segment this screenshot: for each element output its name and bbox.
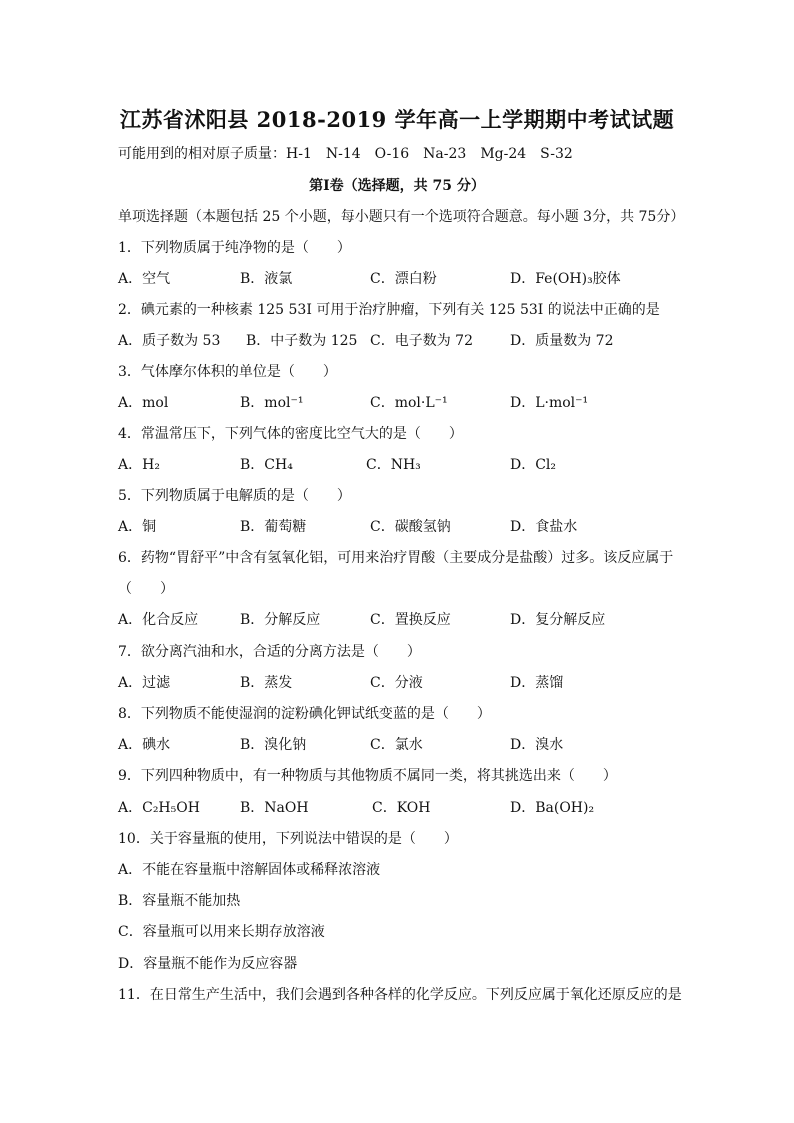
option-c: C．置换反应 (370, 612, 451, 628)
option-b: B．蒸发 (240, 675, 293, 691)
option-c: C．分液 (370, 675, 423, 691)
question-4-options (118, 455, 698, 475)
question-7-options (118, 673, 698, 693)
option-a: A．质子数为 53 (118, 333, 221, 349)
question-6-options (118, 610, 698, 630)
option-d: D．溴水 (510, 737, 564, 753)
exam-title: 江苏省沭阳县 2018-2019 学年高一上学期期中考试试题 (119, 107, 675, 132)
question-2-stem: 2．碘元素的一种核素 125 53I 可用于治疗肿瘤，下列有关 125 53I 的说法中正确的是 (118, 302, 660, 318)
question-9-options (118, 798, 698, 818)
atomic-masses-line: 可能用到的相对原子质量：H-1 N-14 O-16 Na-23 Mg-24 S-32 (118, 146, 573, 162)
option-b: B．容量瓶不能加热 (118, 893, 241, 909)
question-8-options (118, 735, 698, 755)
option-b: B．NaOH (240, 800, 309, 816)
option-b: B．中子数为 125 (246, 333, 358, 349)
option-d: D．质量数为 72 (510, 333, 614, 349)
question-6-stem: 6．药物“胃舒平”中含有氢氧化铝，可用来治疗胃酸（主要成分是盐酸）过多。该反应属于 (118, 550, 674, 566)
option-c: C．mol·L⁻¹ (370, 395, 448, 411)
option-c: C．NH₃ (366, 457, 421, 473)
question-1-stem: 1．下列物质属于纯净物的是（ ） (118, 240, 351, 256)
question-8-stem: 8．下列物质不能使湿润的淀粉碘化钾试纸变蓝的是（ ） (118, 706, 491, 722)
option-d: D．Cl₂ (510, 457, 557, 473)
option-c: C．碳酸氢钠 (370, 519, 451, 535)
option-d: D．食盐水 (510, 519, 578, 535)
option-b: B．液氯 (240, 271, 293, 287)
option-d: D．蒸馏 (510, 675, 564, 691)
question-3-stem: 3．气体摩尔体积的单位是（ ） (118, 364, 337, 380)
option-d: D．容量瓶不能作为反应容器 (118, 956, 298, 972)
option-a: A．化合反应 (118, 612, 199, 628)
option-b: B．溴化钠 (240, 737, 307, 753)
question-11-stem: 11．在日常生产生活中，我们会遇到各种各样的化学反应。下列反应属于氧化还原反应的是 (118, 987, 682, 1003)
option-c: C．KOH (372, 800, 431, 816)
option-b: B．葡萄糖 (240, 519, 307, 535)
option-d: D．复分解反应 (510, 612, 606, 628)
option-b: B．CH₄ (240, 457, 293, 473)
option-a: A．铜 (118, 519, 157, 535)
question-6-stem-continued: （ ） (118, 581, 174, 597)
option-a: A．mol (118, 395, 169, 411)
question-10-stem: 10．关于容量瓶的使用，下列说法中错误的是（ ） (118, 831, 458, 847)
question-1-options (118, 269, 698, 289)
option-a: A．碘水 (118, 737, 171, 753)
section-title: 第Ⅰ卷（选择题，共 75 分） (309, 178, 485, 194)
option-a: A．过滤 (118, 675, 171, 691)
question-5-stem: 5．下列物质属于电解质的是（ ） (118, 488, 351, 504)
question-2-options (118, 331, 698, 351)
option-a: A．空气 (118, 271, 171, 287)
question-4-stem: 4．常温常压下，下列气体的密度比空气大的是（ ） (118, 426, 463, 442)
instructions: 单项选择题（本题包括 25 个小题，每小题只有一个选项符合题意。每小题 3分，共 75分） (118, 209, 685, 225)
question-3-options (118, 393, 698, 413)
option-d: D．L·mol⁻¹ (510, 395, 589, 411)
question-5-options (118, 517, 698, 537)
option-d: D．Fe(OH)₃胶体 (510, 271, 621, 287)
option-c: C．容量瓶可以用来长期存放溶液 (118, 924, 325, 940)
option-b: B．分解反应 (240, 612, 321, 628)
option-a: A．不能在容量瓶中溶解固体或稀释浓溶液 (118, 862, 381, 878)
question-7-stem: 7．欲分离汽油和水，合适的分离方法是（ ） (118, 644, 421, 660)
option-c: C．电子数为 72 (370, 333, 473, 349)
option-a: A．C₂H₅OH (118, 800, 200, 816)
option-c: C．氯水 (370, 737, 423, 753)
option-a: A．H₂ (118, 457, 160, 473)
question-9-stem: 9．下列四种物质中，有一种物质与其他物质不属同一类，将其挑选出来（ ） (118, 768, 617, 784)
option-c: C．漂白粉 (370, 271, 437, 287)
option-d: D．Ba(OH)₂ (510, 800, 595, 816)
option-b: B．mol⁻¹ (240, 395, 304, 411)
